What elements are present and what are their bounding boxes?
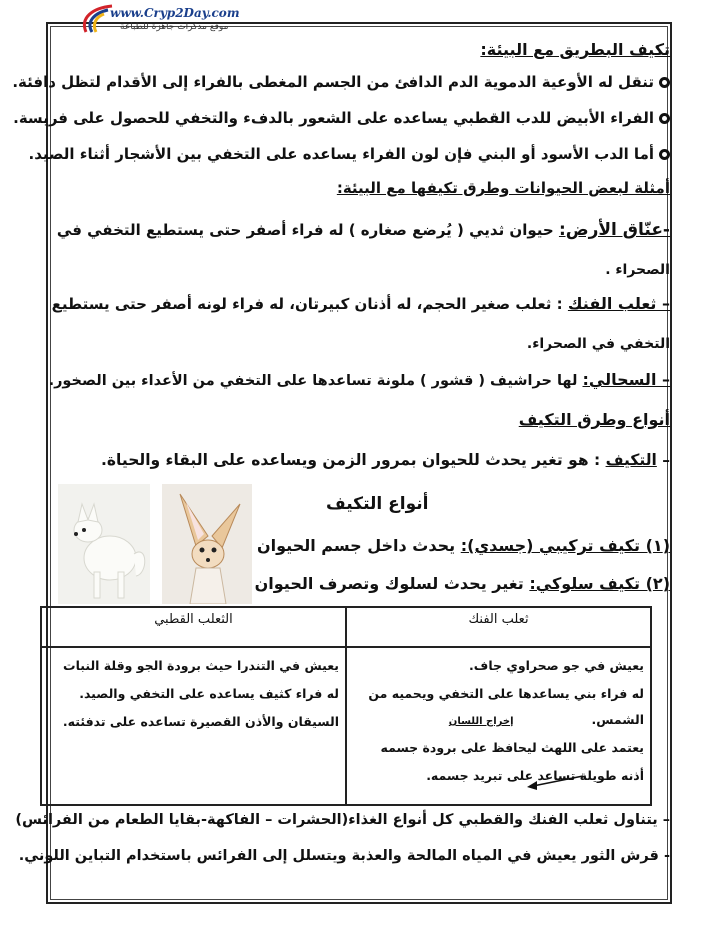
aardvark-line	[57, 220, 670, 240]
aardvark-line-2: الصحراء .	[605, 262, 670, 278]
types-heading: أنواع وطرق التكيف	[518, 410, 670, 429]
aardvark-text: حيوان ثديي ( يُرضع صغاره ) له فراء أصفر حتى يستطيع التخفي في	[56, 221, 554, 239]
fennec-line-2: التخفي في الصحراء.	[526, 336, 670, 352]
type-1	[257, 536, 670, 556]
type-2	[255, 574, 670, 594]
type-1-label: (١) تكيف تركيبي (جسدي):	[460, 536, 670, 555]
logo-subtitle: موقع مذكرات جاهزة للطباعة	[120, 22, 229, 32]
adapt-point-3: أما الدب الأسود أو البني فإن لون الفراء يساعده على التخفي بين الأشجار أثناء الصيد.	[29, 144, 670, 164]
definition-text: : هو تغير يحدث للحيوان بمرور الزمن ويساعده على البقاء والحياة.	[101, 451, 601, 469]
arrow-icon	[525, 772, 585, 790]
arctic-fact: له فراء كثيف يساعده على التخفي والصيد.	[79, 686, 339, 701]
adapt-point-1: تنقل له الأوعية الدموية الدم الدافئ من الجسم المغطى بالفراء إلى الأقدام لتظل دافئة.	[12, 72, 670, 92]
bullet-icon	[659, 113, 670, 124]
table-header-fennec: ثعلب الفنك	[346, 607, 651, 647]
fennec-fact: أذنه طويلة تساعد على تبريد جسمه.	[426, 768, 644, 783]
examples-heading: أمثلة لبعض الحيوانات وطرق تكيفها مع البيئة:	[336, 179, 670, 197]
type-2-text: تغير يحدث لسلوك وتصرف الحيوان	[254, 574, 524, 593]
aardvark-name: -عنّاق الأرض:	[558, 220, 670, 240]
table-header-arctic: الثعلب القطبي	[41, 607, 346, 647]
fennec-name: – ثعلب الفنك	[567, 294, 670, 313]
arctic-fact: يعيش في التندرا حيث برودة الجو وقلة النبات	[63, 658, 339, 673]
logo-url: www.Cryp2Day.com	[110, 6, 240, 20]
adapt-point-2: الفراء الأبيض للدب القطبي يساعده على الشعور بالدفء والتخفي للحصول على فريسة.	[13, 108, 670, 128]
table-row	[41, 647, 651, 805]
adapt-heading: تكيف البطريق مع البيئة:	[480, 40, 670, 59]
fennec-line	[52, 294, 670, 314]
table-header-row	[41, 607, 651, 647]
types-title: أنواع التكيف	[326, 494, 429, 514]
definition-line	[101, 450, 670, 470]
comparison-table	[40, 606, 652, 806]
bullet-icon	[659, 149, 670, 160]
fennec-text: : ثعلب صغير الحجم، له أذنان كبيرتان، له فراء لونه أصفر حتى يستطيع	[51, 295, 563, 313]
type-1-text: يحدث داخل جسم الحيوان	[256, 536, 456, 555]
footer-line-1: – يتناول ثعلب الفنك والقطبي كل أنواع الغذاء(الحشرات – الفاكهة-بقايا الطعام من الفرائس)	[15, 812, 670, 828]
type-2-label: (٢) تكيف سلوكي:	[529, 574, 670, 593]
fennec-fact: يعتمد على اللهث ليحافظ على برودة جسمه	[380, 740, 644, 755]
definition-term: التكيف	[605, 451, 657, 469]
footer-line-2: - قرش الثور يعيش في المياه المالحة والعذبة ويتسلل إلى الفرائس باستخدام التباين اللوني.	[18, 848, 670, 864]
turtle-name: – السحالي:	[582, 370, 670, 389]
arrow-label: إخراج اللسان	[448, 716, 514, 727]
fennec-fact: يعيش في جو صحراوي جاف.	[469, 658, 644, 673]
fennec-fact: الشمس.إخراج اللسان	[448, 712, 644, 727]
arctic-fact: السيقان والأذن القصيرة تساعده على تدفئته.	[62, 714, 339, 729]
arctic-fox-image	[58, 484, 150, 604]
fennec-fox-image	[162, 484, 252, 604]
fennec-column	[346, 647, 651, 805]
turtle-text: لها حراشيف ( قشور ) ملونة تساعدها على التخفي من الأعداء بين الصخور.	[48, 373, 578, 389]
bullet-icon	[659, 77, 670, 88]
arctic-column	[41, 647, 346, 805]
fennec-fact: له فراء بني يساعدها على التخفي ويحميه من	[368, 686, 644, 701]
turtle-line	[49, 370, 670, 391]
definition-dash: –	[662, 451, 670, 469]
